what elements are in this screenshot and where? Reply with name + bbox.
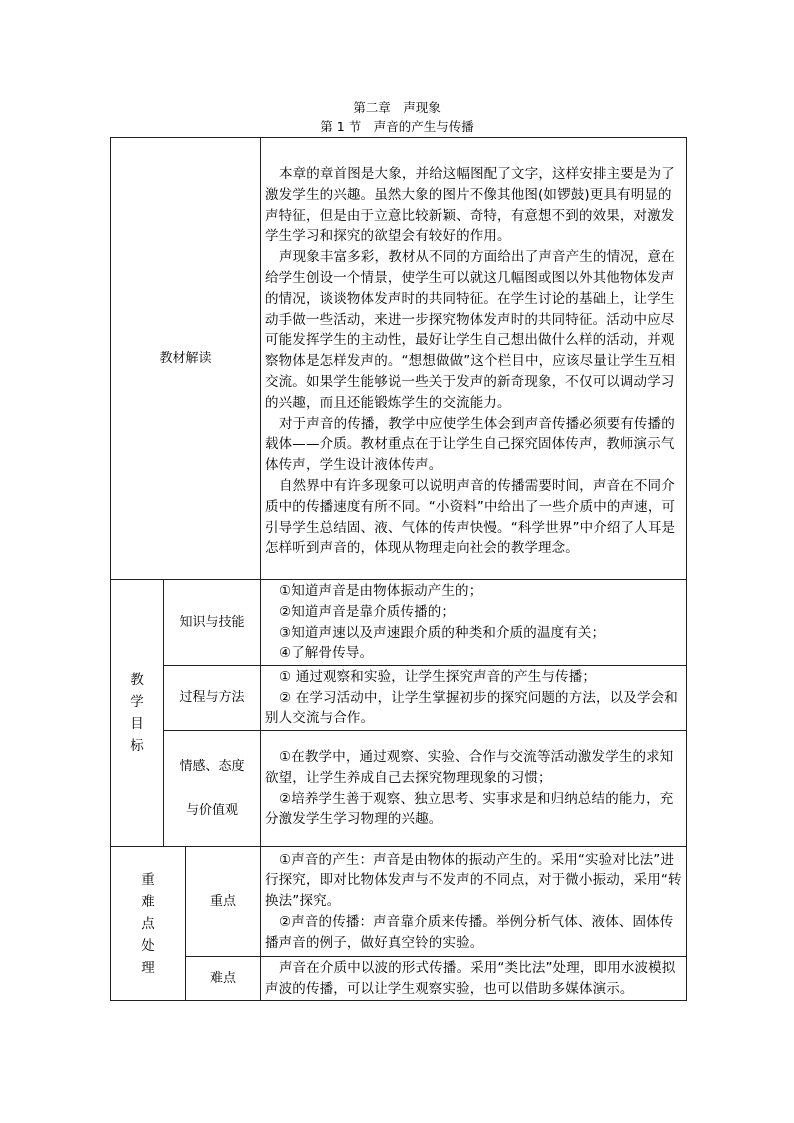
emphasis-label: 重点 [186,847,261,957]
difficulty-item: 声音在介质中以波的形式传播。采用“类比法”处理，即用水波模拟声波的传播，可以让学生观察实验，也可以借助多媒体演示。 [265,959,676,997]
emphasis-item: ②声音的传播：声音靠介质来传播。举例分析气体、液体、固体传播声音的例子，做好真空铃的实验。 [265,913,674,951]
chapter-title: 第二章 声现象 [353,100,441,115]
knowledge-content [261,580,687,666]
knowledge-item: ④了解骨传导。 [279,645,374,662]
process-item: ② 在学习活动中，让学生掌握初步的探究问题的方法，以及学会和别人交流与合作。 [265,689,678,727]
knowledge-item: ①知道声音是由物体振动产生的； [279,582,483,599]
textbook-paragraph: 自然界中有许多现象可以说明声音的传播需要时间，声音在不同介质中的传播速度有所不同。“小资料”中给出了一些介质中的声速，可引导学生总结固、液、气体的传声快慢。“科学世界”中介绍了人耳是怎样听到声音的，体现从物理走向社会的教学理念。 [265,477,676,557]
process-label: 过程与方法 [164,666,261,731]
difficulty-label: 难点 [186,957,261,1001]
process-item: ① 通过观察和实验，让学生探究声音的产生与传播； [279,668,596,685]
knowledge-label: 知识与技能 [164,580,261,666]
textbook-label: 教材解读 [111,138,261,580]
textbook-row [111,138,687,580]
objectives-label: 教学目标 [130,672,144,754]
emotion-label-cell [164,731,261,847]
emotion-item: ①在教学中，通过观察、实验、合作与交流等活动激发学生的求知欲望，让学生养成自己去探究物理现象的习惯； [265,748,674,786]
emotion-content [261,731,687,847]
emotion-item: ②培养学生善于观察、独立思考、实事求是和归纳总结的能力，充分激发学生学习物理的兴趣。 [265,790,674,828]
lesson-plan-table [110,137,687,1001]
emphasis-item: ①声音的产生：声音是由物体的振动产生的。采用“实验对比法”进行探究，即对比物体发声与不发声的不同点，对于微小振动，采用“转换法”探究。 [265,851,682,910]
emotion-label-line2: 与价值观 [185,802,238,818]
objectives-label-cell [111,580,164,847]
emphasis-content [261,847,687,957]
objectives-process-row [111,666,687,731]
process-content [261,666,687,731]
textbook-paragraph: 本章的章首图是大象，并给这幅图配了文字，这样安排主要是为了激发学生的兴趣。虽然大象的图片不像其他图(如锣鼓)更具有明显的声特征，但是由于立意比较新颖、奇特，有意想不到的效果，对激发学生学习和探究的欲望会有较好的作用。 [265,166,675,245]
difficulty-content [261,957,687,1001]
knowledge-item: ②知道声音是靠介质传播的； [279,603,456,620]
key-points-label-cell [111,847,186,1001]
textbook-paragraph: 对于声音的传播，教学中应使学生体会到声音传播必须要有传播的载体——介质。教材重点在于让学生自己探究固体传声，教师演示气体传声，学生设计液体传声。 [265,415,675,474]
knowledge-item: ③知道声速以及声速跟介质的种类和介质的温度有关； [279,624,606,641]
textbook-paragraph: 声现象丰富多彩，教材从不同的方面给出了声音产生的情况，意在给学生创设一个情景，使学生可以就这几幅图或图以外其他物体发声的情况，谈谈物体发声时的共同特征。在学生讨论的基础上，让学生动手做一些活动，来进一步探究物体发声时的共同特征。活动中应尽可能发挥学生的主动性，最好让学生自己想出做什么样的活动，并观察物体是怎样发声的。“想想做做”这个栏目中，应该尽量让学生互相交流。如果学生能够说一些关于发声的新奇现象，不仅可以调动学习的兴趣，而且还能锻炼学生的交流能力。 [265,249,676,411]
section-title: 第 1 节 声音的产生与传播 [320,119,474,134]
difficulty-row [111,957,687,1001]
emphasis-row [111,847,687,957]
key-points-label: 重难点处理 [141,871,155,976]
objectives-knowledge-row [111,580,687,666]
textbook-content [261,138,687,580]
objectives-emotion-row [111,731,687,847]
emotion-label-line1: 情感、态度 [179,758,245,774]
